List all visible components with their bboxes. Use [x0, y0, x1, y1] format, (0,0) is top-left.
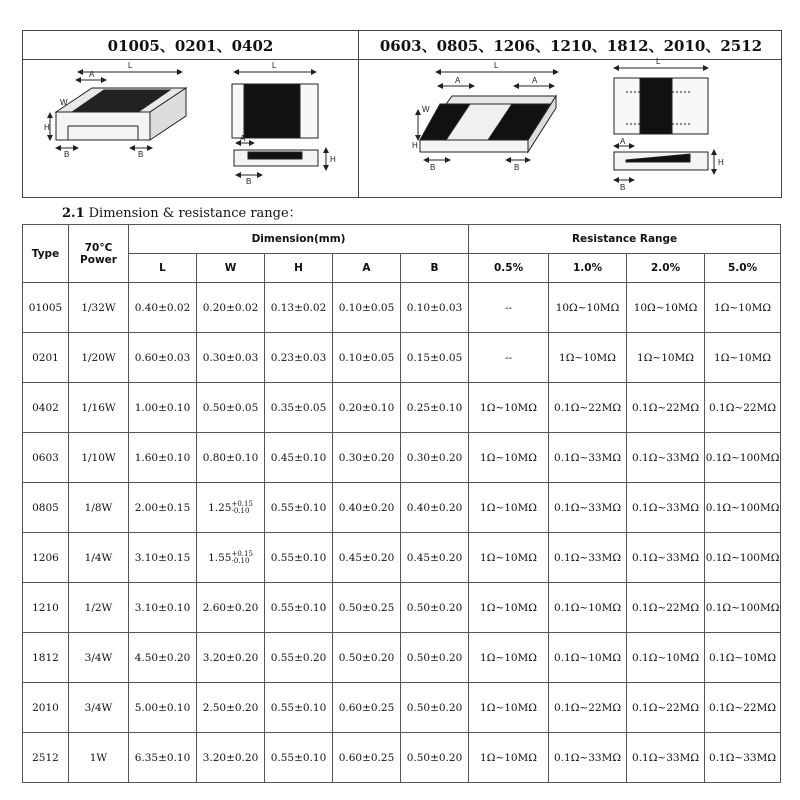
left-side-label-b: B	[246, 177, 252, 186]
header-tol-1-0: 1.0%	[549, 254, 627, 283]
cell-type: 0201	[23, 333, 69, 383]
cell-r20: 1Ω~10MΩ	[627, 333, 705, 383]
cell-b: 0.50±0.20	[401, 633, 469, 683]
cell-r50: 0.1Ω~100MΩ	[705, 433, 781, 483]
cell-r05: 1Ω~10MΩ	[469, 383, 549, 433]
w-tolerance	[231, 501, 252, 515]
cell-r10: 0.1Ω~33MΩ	[549, 433, 627, 483]
w-base-value: 1.25	[208, 501, 232, 514]
cell-w: 2.50±0.20	[197, 683, 265, 733]
header-dimension: Dimension(mm)	[129, 225, 469, 254]
cell-type: 0603	[23, 433, 69, 483]
cell-l: 4.50±0.20	[129, 633, 197, 683]
cell-h: 0.55±0.20	[265, 633, 333, 683]
cell-a: 0.30±0.20	[333, 433, 401, 483]
cell-a: 0.50±0.20	[333, 633, 401, 683]
cell-r20: 0.1Ω~22MΩ	[627, 583, 705, 633]
right-iso-label-b1: B	[430, 163, 436, 172]
cell-b: 0.50±0.20	[401, 733, 469, 783]
cell-type: 1210	[23, 583, 69, 633]
right-iso-label-a2: A	[532, 76, 538, 85]
header-dim-b: B	[401, 254, 469, 283]
cell-r50: 0.1Ω~10MΩ	[705, 633, 781, 683]
right-side-label-h: H	[718, 158, 724, 167]
header-dim-w: W	[197, 254, 265, 283]
cell-l: 3.10±0.10	[129, 583, 197, 633]
cell-b: 0.50±0.20	[401, 683, 469, 733]
cell-r05: 1Ω~10MΩ	[469, 633, 549, 683]
cell-r20: 0.1Ω~22MΩ	[627, 383, 705, 433]
cell-type: 1206	[23, 533, 69, 583]
cell-power: 1/32W	[69, 283, 129, 333]
cell-h: 0.55±0.10	[265, 583, 333, 633]
cell-r10: 0.1Ω~33MΩ	[549, 733, 627, 783]
cell-l: 0.60±0.03	[129, 333, 197, 383]
cell-type: 1812	[23, 633, 69, 683]
cell-power: 1W	[69, 733, 129, 783]
left-side-view	[234, 143, 326, 175]
cell-b: 0.15±0.05	[401, 333, 469, 383]
right-iso-label-l: L	[494, 61, 499, 70]
w-tolerance-minus: -0.10	[231, 556, 250, 565]
cell-r50: 0.1Ω~100MΩ	[705, 483, 781, 533]
cell-a: 0.60±0.25	[333, 683, 401, 733]
header-dim-a: A	[333, 254, 401, 283]
cell-h: 0.55±0.10	[265, 483, 333, 533]
cell-type: 01005	[23, 283, 69, 333]
table-row	[23, 333, 781, 383]
table-row	[23, 483, 781, 533]
right-iso-label-a1: A	[455, 76, 461, 85]
cell-w: 3.20±0.20	[197, 633, 265, 683]
right-top-view	[614, 68, 708, 134]
small-size-title: 01005、0201、0402	[107, 37, 274, 55]
cell-h: 0.55±0.10	[265, 733, 333, 783]
cell-r10: 0.1Ω~33MΩ	[549, 483, 627, 533]
left-iso-label-w: W	[60, 98, 68, 107]
cell-r05: --	[469, 333, 549, 383]
cell-r20: 10Ω~10MΩ	[627, 283, 705, 333]
cell-r10: 10Ω~10MΩ	[549, 283, 627, 333]
resistor-dimension-drawings	[0, 0, 800, 200]
cell-r05: --	[469, 283, 549, 333]
cell-a: 0.45±0.20	[333, 533, 401, 583]
cell-r50: 0.1Ω~100MΩ	[705, 533, 781, 583]
left-iso-label-h: H	[44, 123, 50, 132]
cell-b: 0.30±0.20	[401, 433, 469, 483]
cell-r10: 0.1Ω~22MΩ	[549, 383, 627, 433]
left-iso-label-a: A	[89, 70, 95, 79]
cell-power: 1/4W	[69, 533, 129, 583]
w-tolerance-plus: +0.15	[231, 549, 253, 558]
left-isometric-chip	[50, 72, 186, 148]
table-row	[23, 633, 781, 683]
cell-l: 0.40±0.02	[129, 283, 197, 333]
section-heading	[62, 202, 302, 221]
header-dim-h: H	[265, 254, 333, 283]
cell-a: 0.50±0.25	[333, 583, 401, 633]
dimension-resistance-table	[22, 224, 781, 783]
cell-type: 0805	[23, 483, 69, 533]
left-side-label-a: A	[240, 134, 246, 143]
cell-type: 0402	[23, 383, 69, 433]
cell-r10: 0.1Ω~33MΩ	[549, 533, 627, 583]
table-row	[23, 383, 781, 433]
cell-r50: 1Ω~10MΩ	[705, 283, 781, 333]
cell-r50: 0.1Ω~22MΩ	[705, 383, 781, 433]
cell-l: 3.10±0.15	[129, 533, 197, 583]
cell-h: 0.45±0.10	[265, 433, 333, 483]
left-top-view	[232, 72, 318, 138]
cell-b: 0.40±0.20	[401, 483, 469, 533]
table-body	[23, 283, 781, 783]
left-iso-label-l: L	[128, 61, 133, 70]
cell-r10: 0.1Ω~10MΩ	[549, 583, 627, 633]
cell-power: 1/16W	[69, 383, 129, 433]
cell-w: 0.30±0.03	[197, 333, 265, 383]
cell-b: 0.45±0.20	[401, 533, 469, 583]
cell-l: 1.00±0.10	[129, 383, 197, 433]
w-tolerance	[231, 551, 252, 565]
right-side-label-b: B	[620, 183, 626, 192]
cell-h: 0.23±0.03	[265, 333, 333, 383]
right-side-label-a: A	[620, 137, 626, 146]
cell-a: 0.10±0.05	[333, 283, 401, 333]
section-number: 2.1	[62, 206, 85, 221]
cell-r20: 0.1Ω~33MΩ	[627, 533, 705, 583]
cell-r05: 1Ω~10MΩ	[469, 483, 549, 533]
cell-w	[197, 483, 265, 533]
cell-w: 2.60±0.20	[197, 583, 265, 633]
cell-r20: 0.1Ω~22MΩ	[627, 683, 705, 733]
cell-r05: 1Ω~10MΩ	[469, 533, 549, 583]
header-power-label: Power	[80, 253, 117, 266]
cell-type: 2512	[23, 733, 69, 783]
cell-power: 3/4W	[69, 633, 129, 683]
cell-power: 1/20W	[69, 333, 129, 383]
table-row	[23, 583, 781, 633]
cell-w: 0.50±0.05	[197, 383, 265, 433]
left-iso-label-b2: B	[138, 150, 144, 159]
cell-w: 3.20±0.20	[197, 733, 265, 783]
header-dim-l: L	[129, 254, 197, 283]
cell-a: 0.40±0.20	[333, 483, 401, 533]
table-row	[23, 733, 781, 783]
cell-a: 0.60±0.25	[333, 733, 401, 783]
left-side-label-h: H	[330, 155, 336, 164]
table-row	[23, 533, 781, 583]
cell-type: 2010	[23, 683, 69, 733]
cell-b: 0.50±0.20	[401, 583, 469, 633]
w-tolerance-minus: -0.10	[231, 506, 250, 515]
cell-l: 2.00±0.15	[129, 483, 197, 533]
right-iso-label-h: H	[412, 141, 418, 150]
section-title: Dimension & resistance range：	[88, 206, 302, 221]
header-tol-0-5: 0.5%	[469, 254, 549, 283]
cell-l: 6.35±0.10	[129, 733, 197, 783]
header-type: Type	[23, 225, 69, 283]
right-iso-label-w: W	[422, 105, 430, 114]
cell-r20: 0.1Ω~33MΩ	[627, 433, 705, 483]
w-base-value: 1.55	[208, 551, 232, 564]
header-resistance: Resistance Range	[469, 225, 781, 254]
right-side-view	[614, 146, 714, 180]
cell-b: 0.25±0.10	[401, 383, 469, 433]
cell-b: 0.10±0.03	[401, 283, 469, 333]
cell-l: 1.60±0.10	[129, 433, 197, 483]
header-tol-2-0: 2.0%	[627, 254, 705, 283]
cell-a: 0.20±0.10	[333, 383, 401, 433]
left-iso-label-b1: B	[64, 150, 70, 159]
cell-r05: 1Ω~10MΩ	[469, 733, 549, 783]
cell-r10: 1Ω~10MΩ	[549, 333, 627, 383]
header-power	[69, 225, 129, 283]
cell-w: 0.20±0.02	[197, 283, 265, 333]
cell-w	[197, 533, 265, 583]
cell-power: 1/8W	[69, 483, 129, 533]
table-row	[23, 433, 781, 483]
cell-a: 0.10±0.05	[333, 333, 401, 383]
cell-r50: 1Ω~10MΩ	[705, 333, 781, 383]
cell-power: 1/2W	[69, 583, 129, 633]
cell-r05: 1Ω~10MΩ	[469, 583, 549, 633]
table-row	[23, 683, 781, 733]
table-row	[23, 283, 781, 333]
cell-r50: 0.1Ω~22MΩ	[705, 683, 781, 733]
right-top-label-l: L	[656, 57, 661, 66]
cell-r05: 1Ω~10MΩ	[469, 433, 549, 483]
cell-h: 0.13±0.02	[265, 283, 333, 333]
cell-r20: 0.1Ω~10MΩ	[627, 633, 705, 683]
cell-w: 0.80±0.10	[197, 433, 265, 483]
cell-r20: 0.1Ω~33MΩ	[627, 483, 705, 533]
cell-r20: 0.1Ω~33MΩ	[627, 733, 705, 783]
cell-power: 3/4W	[69, 683, 129, 733]
header-power-temp: 70°C	[84, 241, 113, 254]
cell-h: 0.55±0.10	[265, 683, 333, 733]
cell-l: 5.00±0.10	[129, 683, 197, 733]
cell-power: 1/10W	[69, 433, 129, 483]
cell-r50: 0.1Ω~100MΩ	[705, 583, 781, 633]
cell-r50: 0.1Ω~33MΩ	[705, 733, 781, 783]
right-iso-label-b2: B	[514, 163, 520, 172]
left-top-label-l: L	[272, 61, 277, 70]
large-size-title: 0603、0805、1206、1210、1812、2010、2512	[379, 37, 763, 55]
cell-r05: 1Ω~10MΩ	[469, 683, 549, 733]
cell-r10: 0.1Ω~10MΩ	[549, 633, 627, 683]
right-isometric-chip	[418, 72, 556, 160]
header-tol-5-0: 5.0%	[705, 254, 781, 283]
cell-h: 0.35±0.05	[265, 383, 333, 433]
cell-r10: 0.1Ω~22MΩ	[549, 683, 627, 733]
cell-h: 0.55±0.10	[265, 533, 333, 583]
w-tolerance-plus: +0.15	[231, 499, 253, 508]
